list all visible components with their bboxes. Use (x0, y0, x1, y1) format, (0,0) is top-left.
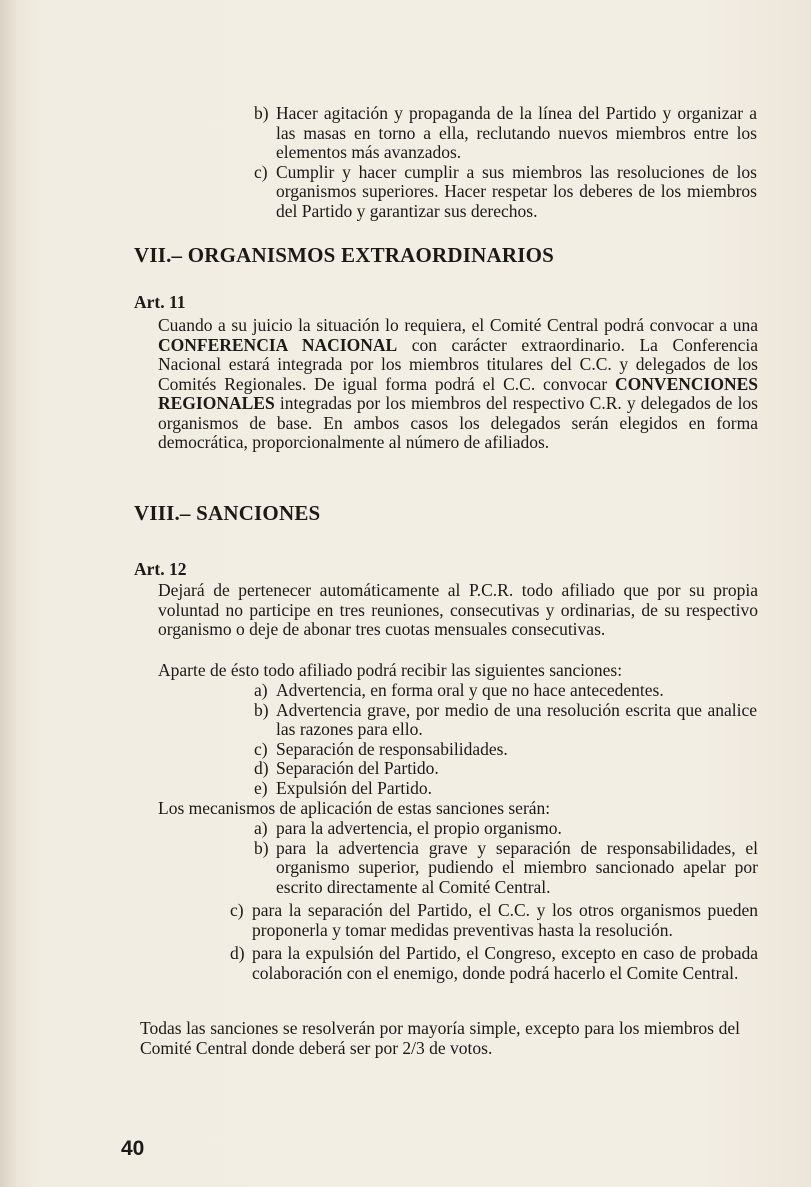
item-label: b) (254, 837, 269, 858)
item-text: Separación de responsabilidades. (276, 738, 508, 759)
emphasis-conferencia: CONFERENCIA NACIONAL (158, 334, 398, 355)
list-item (254, 759, 757, 779)
emphasis-convenciones: CONVENCIONES REGIONALES (158, 373, 758, 413)
item-text: Hacer agitación y propaganda de la línea del Partido y organizar a las masas en torno a ella, reclutando nuevos miembros entre los elementos más avanzados. (276, 103, 757, 162)
page-number: 40 (121, 1137, 145, 1160)
item-text: Advertencia, en forma oral y que no hace antecedentes. (276, 680, 664, 700)
sanctions-list (254, 681, 757, 798)
item-text: Advertencia grave, por medio de una resolución escrita que analice las razones para ello. (276, 699, 757, 739)
item-label: c) (254, 161, 268, 182)
list-item (230, 819, 758, 839)
item-text: para la advertencia, el propio organismo. (276, 818, 562, 838)
article-11-body: Cuando a su juicio la situación lo requiera, el Comité Central podrá convocar a una CONFERENCIA NACIONAL con carácter extraordinario. La Conferencia Nacional estará integrada por los miembros titulares del C.C. y delegados de los Comités Regionales. De igual forma podrá el C.C. convocar CONVENCIONES REGIONALES integradas por los miembros del respectivo C.R. y delegados de los organismos de base. En ambos casos los delegados serán elegidos en forma democrática, proporcionalmente al número de afiliados. (158, 315, 758, 452)
item-label: e) (254, 777, 268, 798)
item-text: para la separación del Partido, el C.C. y los otros organismos pueden proponerla y tomar medidas preventivas hasta la resolución. (252, 900, 758, 940)
article-12-para3: Los mecanismos de aplicación de estas sanciones serán: (158, 798, 551, 818)
item-label: b) (254, 103, 269, 123)
item-label: c) (230, 900, 244, 920)
list-item (230, 901, 758, 940)
item-label: d) (230, 943, 245, 963)
mechanisms-list (230, 819, 758, 983)
item-text: para la expulsión del Partido, el Congreso, excepto en caso de probada colaboración con el enemigo, donde podrá hacerlo el Comite Central. (252, 943, 758, 983)
item-label: d) (254, 758, 269, 778)
list-item (254, 104, 757, 163)
item-text: para la advertencia grave y separación de responsabilidades, el organismo superior, pudiendo el miembro sancionado apelar por escrito directamente al Comité Central. (276, 837, 758, 897)
list-item (254, 701, 757, 740)
top-list (254, 104, 757, 221)
list-item (230, 839, 758, 898)
list-item (254, 779, 757, 799)
item-text: Separación del Partido. (276, 758, 439, 778)
item-label: a) (254, 818, 268, 838)
list-item (254, 681, 757, 701)
item-label: a) (254, 680, 268, 700)
article-12-para1: Dejará de pertenecer automáticamente al P.C.R. todo afiliado que por su propia voluntad no participe en tres reuniones, consecutivas y ordinarias, de su respectivo organismo o deje de abonar tres cuotas mensuales consecutivas. (158, 580, 758, 639)
item-label: b) (254, 699, 269, 720)
item-label: c) (254, 738, 268, 759)
item-text: Cumplir y hacer cumplir a sus miembros las resoluciones de los organismos superiores. Hacer respetar los deberes de los miembros del Partido y garantizar sus derechos. (276, 161, 757, 221)
section-heading-vii: VII.– ORGANISMOS EXTRAORDINARIOS (134, 243, 555, 267)
article-12-para2: Aparte de ésto todo afiliado podrá recibir las siguientes sanciones: (158, 660, 623, 680)
item-text: Expulsión del Partido. (276, 777, 433, 798)
final-paragraph: Todas las sanciones se resolverán por mayoría simple, excepto para los miembros del Comité Central donde deberá ser por 2/3 de votos. (140, 1018, 740, 1058)
list-item (254, 740, 757, 760)
article-label: Art. 12 (134, 559, 187, 579)
list-item (254, 163, 757, 222)
list-item (230, 944, 758, 983)
section-heading-viii: VIII.– SANCIONES (134, 501, 321, 525)
article-label: Art. 11 (134, 292, 186, 312)
